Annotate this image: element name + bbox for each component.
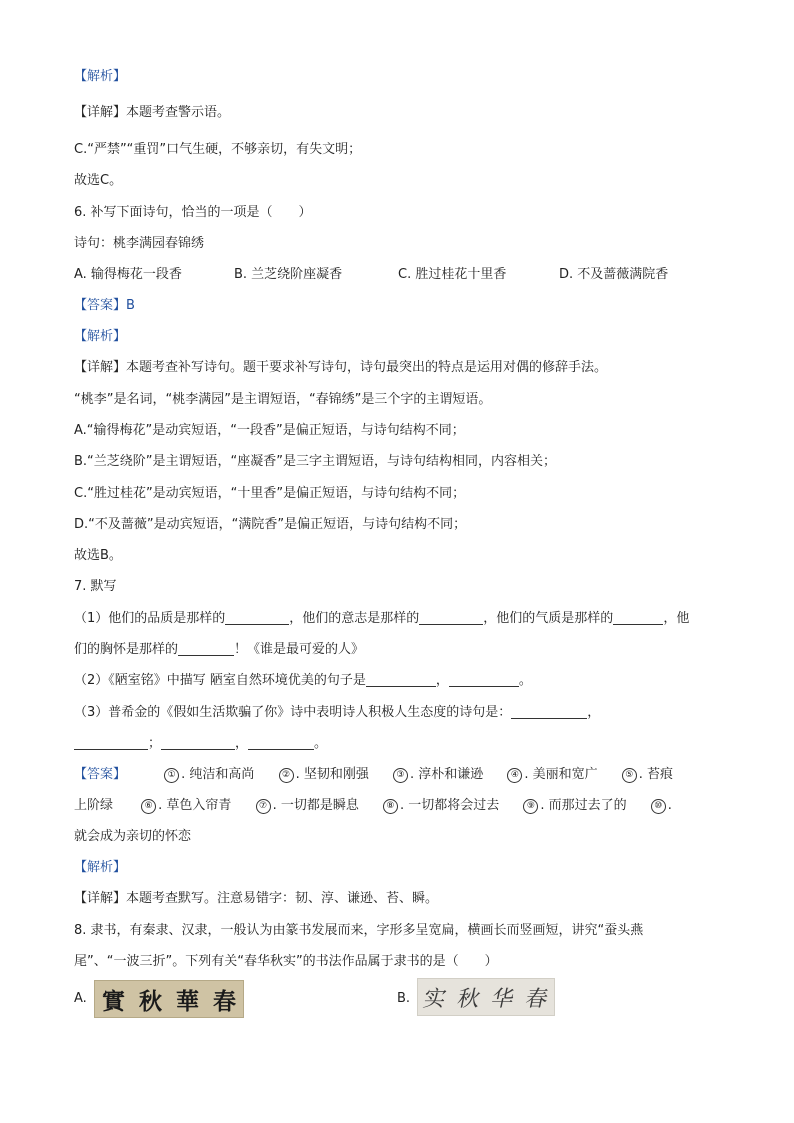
q7-1-text-e: 们的胸怀是那样的 xyxy=(74,642,179,657)
answer-text: . 苔痕 xyxy=(638,767,674,782)
question-6: 6. 补写下面诗句，恰当的一项是（ ） xyxy=(74,205,312,220)
question-7-part-1-line-2 xyxy=(74,641,364,659)
question-6-option-a: A. 输得梅花一段香 xyxy=(74,267,182,282)
answer-item xyxy=(523,797,626,815)
answer-text: . 淳朴和谦逊 xyxy=(409,767,484,782)
question-7-part-3-line-2 xyxy=(74,735,327,753)
fill-blank[interactable] xyxy=(449,672,519,687)
q7-3-text-c: ； xyxy=(148,736,162,751)
question-7: 7. 默写 xyxy=(74,579,117,594)
fill-blank[interactable] xyxy=(74,735,148,750)
circled-number: ⑨ xyxy=(523,799,538,814)
fill-blank[interactable] xyxy=(419,610,483,625)
answer-text: . 而那过去了的 xyxy=(540,798,627,813)
question-8-line-1: 8. 隶书，有秦隶、汉隶，一般认为由篆书发展而来，字形多呈宽扁，横画长而竖画短，讲究“蚕头燕 xyxy=(74,923,644,938)
question-6-option-c: C. 胜过桂花十里香 xyxy=(398,267,507,282)
analysis-label-3: 【解析】 xyxy=(74,860,127,875)
option-c-analysis: C.“严禁”“重罚”口气生硬，不够亲切，有失文明； xyxy=(74,142,362,157)
circled-number: ③ xyxy=(393,768,408,783)
option-a-analysis: A.“输得梅花”是动宾短语，“一段香”是偏正短语，与诗句结构不同； xyxy=(74,423,465,438)
fill-blank[interactable] xyxy=(366,672,436,687)
circled-number: ⑦ xyxy=(256,799,271,814)
question-7-part-1-line-1 xyxy=(74,610,689,628)
answer-item xyxy=(279,766,369,784)
calligraphy-image-b[interactable] xyxy=(417,978,555,1016)
answer-text: . 一切都是瞬息 xyxy=(272,798,359,813)
analysis-label-1: 【解析】 xyxy=(74,69,127,84)
circled-number: ⑤ xyxy=(622,768,637,783)
question-7-answer-line-3 xyxy=(74,828,191,846)
q7-3-text-b: ， xyxy=(587,705,601,720)
answer-label: 【答案】 xyxy=(74,767,127,782)
fill-blank[interactable] xyxy=(178,641,234,656)
fill-blank[interactable] xyxy=(248,735,314,750)
question-7-answer-line-2 xyxy=(74,797,672,815)
q7-3-text-e: 。 xyxy=(314,736,328,751)
detail-line-2: 【详解】本题考查补写诗句。题干要求补写诗句，诗句最突出的特点是运用对偶的修辞手法。 xyxy=(74,360,608,375)
callig-char: 秋 xyxy=(454,986,483,1012)
q7-2-text-a: （2）《陋室铭》中描写 陋室自然环境优美的句子是 xyxy=(74,673,366,688)
q7-1-text-f: ！《谁是最可爱的人》 xyxy=(234,642,365,657)
option-c2-analysis: C.“胜过桂花”是动宾短语，“十里香”是偏正短语，与诗句结构不同； xyxy=(74,486,466,501)
answer-text: . 坚韧和刚强 xyxy=(295,767,369,782)
fill-blank[interactable] xyxy=(511,704,587,719)
q7-3-text-d: ， xyxy=(235,736,249,751)
fill-blank[interactable] xyxy=(225,610,289,625)
q7-1-text-b: ，他们的意志是那样的 xyxy=(289,611,420,626)
callig-char: 秋 xyxy=(139,987,162,1015)
detail-line-1: 【详解】本题考查警示语。 xyxy=(74,105,231,120)
q7-1-text-d: ，他 xyxy=(663,611,690,626)
circled-number: ④ xyxy=(507,768,522,783)
answer-text: . 纯洁和高尚 xyxy=(181,767,255,782)
q7-1-text-c: ，他们的气质是那样的 xyxy=(483,611,614,626)
circled-number: ② xyxy=(279,768,294,783)
answer-item xyxy=(622,766,673,784)
choose-c: 故选C。 xyxy=(74,173,123,188)
answer-item xyxy=(141,797,231,815)
q7-2-text-c: 。 xyxy=(518,673,532,688)
question-6-option-b: B. 兰芝绕阶座凝香 xyxy=(234,267,343,282)
question-6-poem: 诗句：桃李满园春锦绣 xyxy=(74,236,205,251)
detail-line-3: 【详解】本题考查默写。注意易错字：韧、淳、谦逊、苔、瞬。 xyxy=(74,891,439,906)
answer-text: . 美丽和宽广 xyxy=(524,767,598,782)
fill-blank[interactable] xyxy=(161,735,235,750)
option-b-analysis: B.“兰芝绕阶”是主谓短语，“座凝香”是三字主谓短语，与诗句结构相同，内容相关； xyxy=(74,454,556,469)
callig-char: 實 xyxy=(102,987,125,1015)
answer-item xyxy=(256,797,359,815)
circled-number: ① xyxy=(164,768,179,783)
option-d-analysis: D.“不及蔷薇”是动宾短语，“满院香”是偏正短语，与诗句结构不同； xyxy=(74,517,467,532)
fill-blank[interactable] xyxy=(613,610,663,625)
question-7-answer-line-1 xyxy=(74,766,673,784)
answer-text: 上阶绿 xyxy=(74,798,114,813)
answer-item xyxy=(74,797,113,815)
question-6-answer: 【答案】B xyxy=(74,298,135,313)
callig-char: 华 xyxy=(488,986,517,1012)
question-7-part-3-line-1 xyxy=(74,704,600,722)
answer-text: . 一切都将会过去 xyxy=(399,798,500,813)
question-7-part-2 xyxy=(74,672,532,690)
q7-1-text-a: （1）他们的品质是那样的 xyxy=(74,611,226,626)
callig-char: 春 xyxy=(522,986,551,1012)
question-8-option-a-label: A. xyxy=(74,991,87,1006)
callig-char: 春 xyxy=(213,987,236,1015)
callig-char: 華 xyxy=(176,987,199,1015)
circled-number: ⑩ xyxy=(651,799,666,814)
q7-2-text-b: ， xyxy=(435,673,449,688)
question-8-line-2: 尾”、“一波三折”。下列有关“春华秋实”的书法作品属于隶书的是（ ） xyxy=(74,954,498,969)
choose-b: 故选B。 xyxy=(74,548,122,563)
answer-item xyxy=(164,766,254,784)
question-8-option-b-label: B. xyxy=(397,991,411,1006)
answer-text: 就会成为亲切的怀恋 xyxy=(74,829,192,844)
analysis-label-2: 【解析】 xyxy=(74,329,127,344)
answer-text: . xyxy=(667,798,672,813)
circled-number: ⑥ xyxy=(141,799,156,814)
taoli-analysis: “桃李”是名词，“桃李满园”是主谓短语，“春锦绣”是三个字的主谓短语。 xyxy=(74,392,492,407)
answer-item xyxy=(383,797,499,815)
circled-number: ⑧ xyxy=(383,799,398,814)
answer-text: . 草色入帘青 xyxy=(158,798,232,813)
callig-char: 实 xyxy=(420,986,449,1012)
answer-item xyxy=(507,766,597,784)
question-6-option-d: D. 不及蔷薇满院香 xyxy=(559,267,669,282)
answer-item xyxy=(651,797,672,815)
calligraphy-image-a[interactable] xyxy=(94,980,244,1018)
q7-3-text-a: （3）普希金的《假如生活欺骗了你》诗中表明诗人积极人生态度的诗句是： xyxy=(74,705,512,720)
answer-item xyxy=(393,766,483,784)
